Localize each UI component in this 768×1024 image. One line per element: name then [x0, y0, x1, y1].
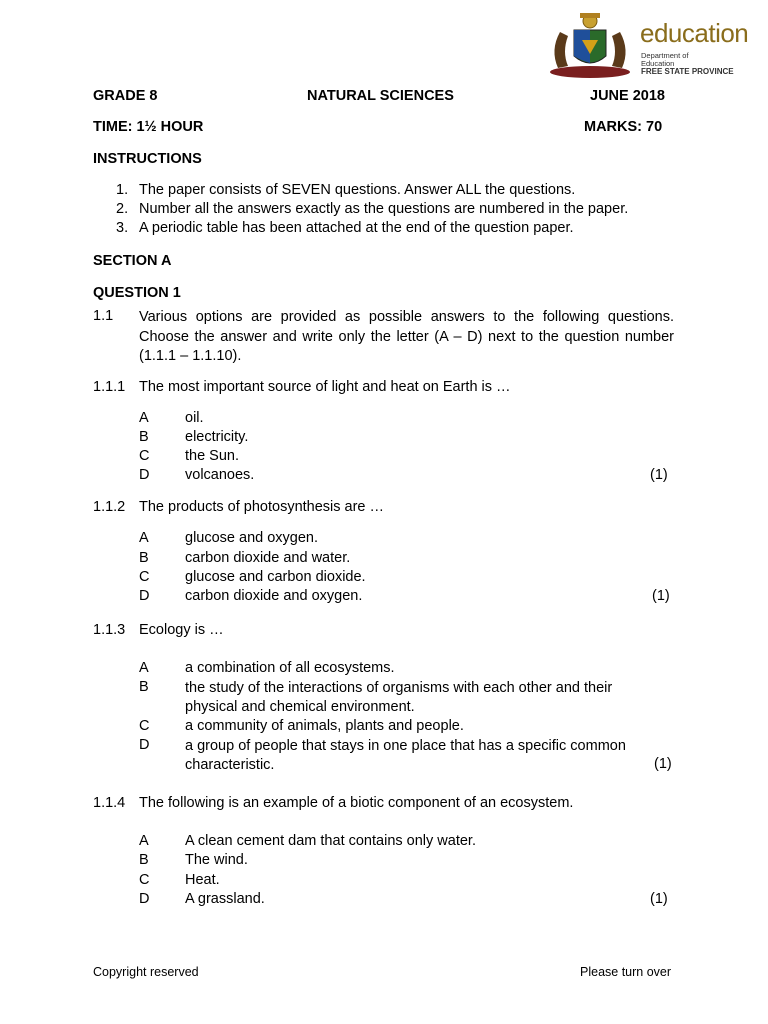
option-letter: A: [139, 660, 149, 676]
logo-wordmark: education: [640, 18, 749, 48]
instruction-text: Number all the answers exactly as the questions are numbered in the paper.: [139, 201, 629, 217]
logo-subtitle: Department of Education FREE STATE PROVINCE: [641, 51, 734, 76]
option-text: a community of animals, plants and people.: [185, 718, 464, 734]
subject-label: NATURAL SCIENCES: [307, 88, 454, 104]
mark-allocation: (1): [650, 467, 668, 483]
question-text: Ecology is …: [139, 622, 224, 638]
footer-copyright: Copyright reserved: [93, 965, 199, 979]
option-text: glucose and carbon dioxide.: [185, 569, 366, 585]
department-logo: [540, 10, 765, 80]
footer-turn-over: Please turn over: [580, 965, 672, 979]
mark-allocation: (1): [654, 756, 672, 772]
option-letter: C: [139, 448, 150, 464]
option-text: carbon dioxide and water.: [185, 550, 351, 566]
option-letter: C: [139, 872, 150, 888]
grade-label: GRADE 8: [93, 88, 158, 104]
question-text: The products of photosynthesis are …: [139, 499, 385, 515]
option-text: glucose and oxygen.: [185, 530, 319, 546]
option-text: a group of people that stays in one place that has a specific common characteristic.: [185, 738, 626, 773]
option-letter: A: [139, 410, 149, 426]
question-text: The most important source of light and heat on Earth is …: [139, 379, 511, 395]
option-letter: D: [139, 588, 150, 604]
date-label: JUNE 2018: [590, 88, 665, 104]
instruction-number: 1.: [116, 182, 129, 198]
option-letter: B: [139, 429, 149, 445]
intro-text: Various options are provided as possible answers to the following questions. Choose the answer and write only the letter (A – D) next to the question number (1.1.1 – 1.1.10).: [139, 309, 674, 364]
option-text: a combination of all ecosystems.: [185, 660, 395, 676]
section-heading: SECTION A: [93, 253, 172, 269]
option-letter: B: [139, 852, 149, 868]
mark-allocation: (1): [652, 588, 670, 604]
option-text: electricity.: [185, 429, 249, 445]
question-number: 1.1.3: [93, 622, 126, 638]
option-letter: D: [139, 891, 150, 907]
option-letter: A: [139, 833, 149, 849]
option-letter: D: [139, 467, 150, 483]
question-text: The following is an example of a biotic component of an ecosystem.: [139, 795, 574, 811]
option-letter: A: [139, 530, 149, 546]
option-text: the Sun.: [185, 448, 240, 464]
instruction-number: 3.: [116, 220, 129, 236]
instructions-heading: INSTRUCTIONS: [93, 151, 202, 167]
option-letter: B: [139, 550, 149, 566]
option-letter: C: [139, 569, 150, 585]
time-label: TIME: 1½ HOUR: [93, 119, 204, 135]
question-heading: QUESTION 1: [93, 285, 181, 301]
option-text: The wind.: [185, 852, 248, 868]
option-text: oil.: [185, 410, 204, 426]
instruction-text: The paper consists of SEVEN questions. Answer ALL the questions.: [139, 182, 576, 198]
intro-number: 1.1: [93, 308, 114, 324]
instruction-text: A periodic table has been attached at the end of the question paper.: [139, 220, 574, 236]
option-text: A clean cement dam that contains only water.: [185, 833, 476, 849]
option-letter: D: [139, 737, 150, 753]
question-number: 1.1.2: [93, 499, 126, 515]
question-number: 1.1.1: [93, 379, 126, 395]
option-letter: B: [139, 679, 149, 695]
marks-label: MARKS: 70: [584, 119, 663, 135]
option-text: Heat.: [185, 872, 220, 888]
mark-allocation: (1): [650, 891, 668, 907]
option-letter: C: [139, 718, 150, 734]
option-text: carbon dioxide and oxygen.: [185, 588, 363, 604]
question-number: 1.1.4: [93, 795, 126, 811]
option-text: the study of the interactions of organisms with each other and their physical and chemical environment.: [185, 680, 613, 715]
instruction-number: 2.: [116, 201, 129, 217]
option-text: A grassland.: [185, 891, 265, 907]
coat-of-arms-icon: [540, 10, 640, 80]
option-text: volcanoes.: [185, 467, 255, 483]
